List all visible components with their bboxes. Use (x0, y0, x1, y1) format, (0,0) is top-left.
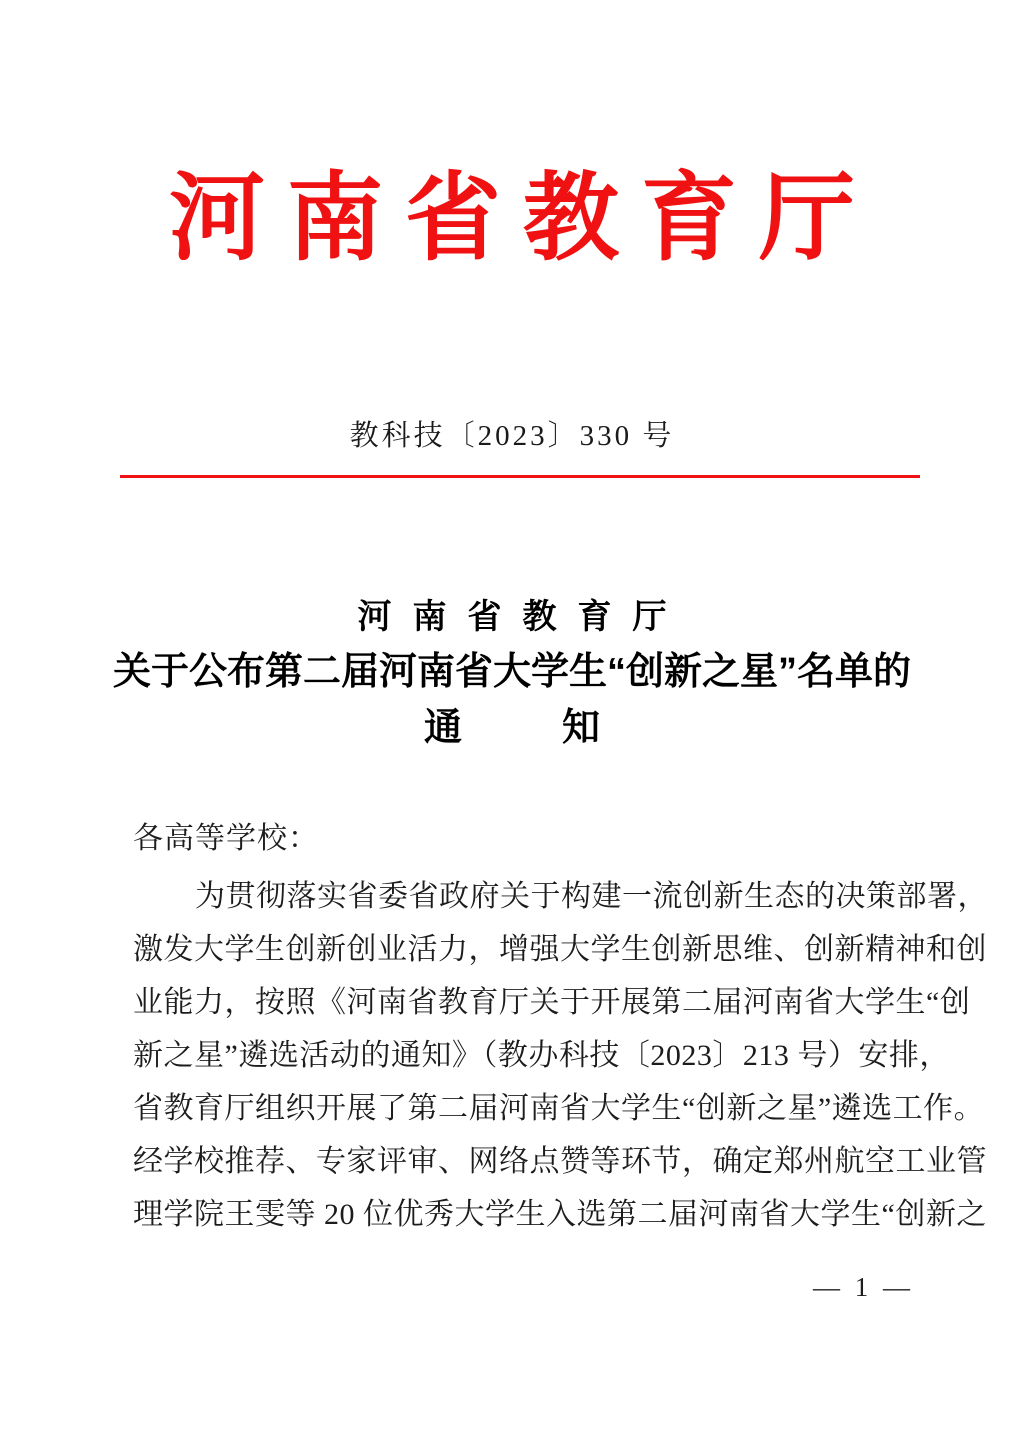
body-line: 经学校推荐、专家评审、网络点赞等环节，确定郑州航空工业管 (133, 1145, 987, 1178)
page-number: — 1 — (813, 1272, 914, 1302)
agency-letterhead-title: 河南省教育厅 (169, 165, 877, 272)
body-line: 理学院王雯等 20 位优秀大学生入选第二届河南省大学生“创新之 (133, 1198, 987, 1231)
notice-title-block (0, 590, 1024, 756)
notice-title-subject-line: 关于公布第二届河南省大学生“创新之星”名单的 (112, 651, 911, 693)
document-reference-number: 教科技〔2023〕330 号 (349, 420, 675, 452)
notice-body (133, 812, 988, 1241)
notice-title-agency-line: 河南省教育厅 (357, 598, 688, 636)
notice-title-notice-word: 通知 (423, 707, 700, 749)
salutation: 各高等学校： (133, 822, 319, 855)
body-line: 为贯彻落实省委省政府关于构建一流创新生态的决策部署， (195, 880, 988, 913)
body-line: 省教育厅组织开展了第二届河南省大学生“创新之星”遴选工作。 (133, 1092, 985, 1125)
red-separator-line (120, 475, 920, 478)
body-line: 业能力，按照《河南省教育厅关于开展第二届河南省大学生“创 (133, 986, 971, 1019)
body-line: 新之星”遴选活动的通知》（教办科技〔2023〕213 号）安排， (133, 1039, 950, 1072)
body-line: 激发大学生创新创业活力，增强大学生创新思维、创新精神和创 (133, 933, 987, 966)
